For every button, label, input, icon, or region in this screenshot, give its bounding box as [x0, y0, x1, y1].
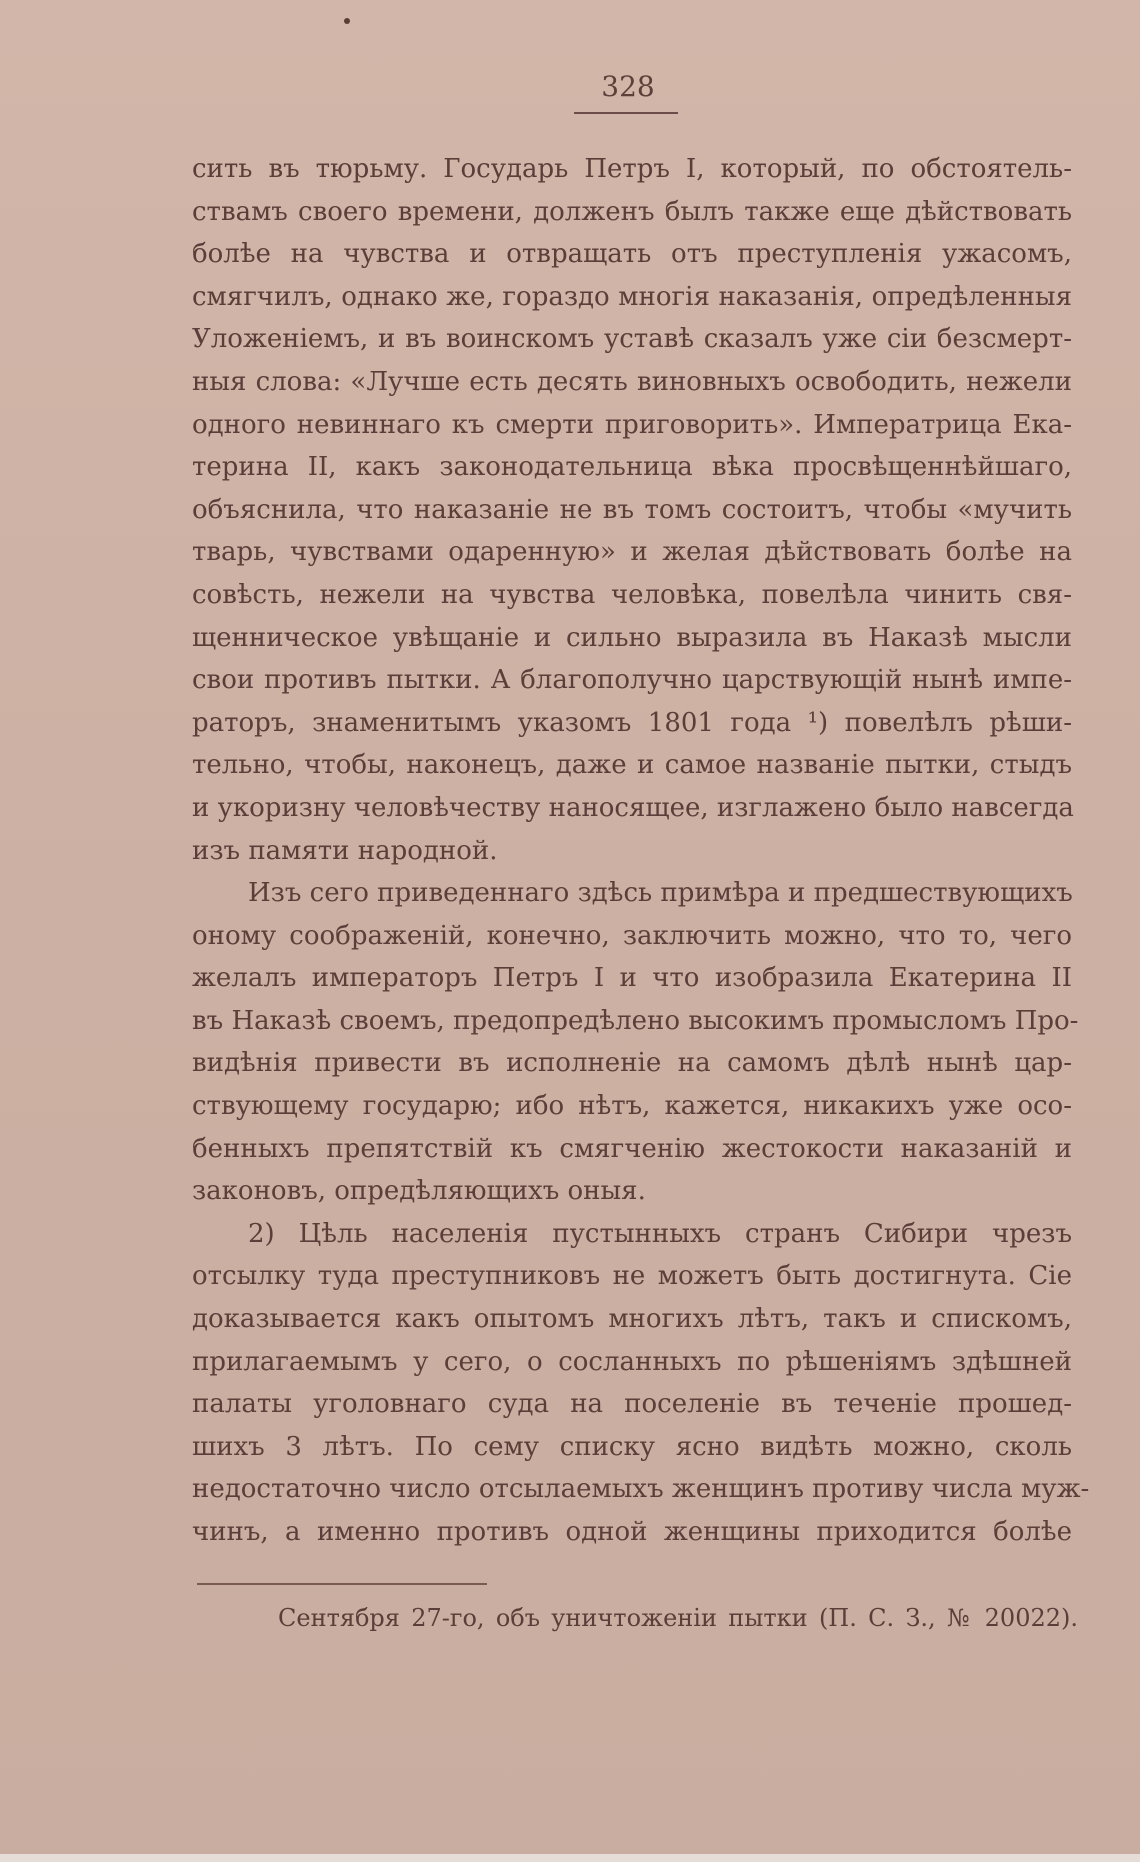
text-line: сить въ тюрьму. Государь Петръ I, который, по обстоятель- [192, 154, 1072, 184]
text-line: ныя слова: «Лучше есть десять виновныхъ освободить, нежели [192, 366, 1072, 397]
text-line: тельно, чтобы, наконецъ, даже и самое названіе пытки, стыдъ [192, 750, 1072, 781]
text-line: Изъ сего приведеннаго здѣсь примѣра и предшествующихъ [248, 878, 1073, 909]
text-line: объяснила, что наказаніе не въ томъ состоитъ, чтобы «мучить [192, 494, 1072, 525]
footnote: Сентября 27-го, объ уничтоженіи пытки (П. С. З., № 20022). [278, 1604, 1078, 1632]
text-line: свои противъ пытки. А благополучно царствующій нынѣ импе- [192, 665, 1072, 696]
text-line: законовъ, опредѣляющихъ оныя. [192, 1176, 646, 1207]
text-line: Уложеніемъ, и въ воинскомъ уставѣ сказалъ уже сіи безсмерт- [192, 324, 1072, 355]
text-line: бенныхъ препятствій къ смягченію жестокости наказаній и [192, 1133, 1072, 1164]
text-line: болѣе на чувства и отвращать отъ преступленія ужасомъ, [192, 239, 1072, 270]
text-line: 2) Цѣль населенія пустынныхъ странъ Сибири чрезъ [248, 1218, 1072, 1249]
text-line: раторъ, знаменитымъ указомъ 1801 года ¹) повелѣлъ рѣши- [192, 707, 1072, 738]
text-line: терина II, какъ законодательница вѣка просвѣщеннѣйшаго, [192, 452, 1072, 483]
text-line: ствамъ своего времени, долженъ былъ также еще дѣйствовать [192, 196, 1072, 227]
page-number: 328 [601, 70, 655, 103]
page-number-rule [574, 112, 678, 114]
text-line: недостаточно число отсылаемыхъ женщинъ противу числа муж- [192, 1474, 1090, 1505]
text-line: отсылку туда преступниковъ не можетъ быть достигнута. Сіе [192, 1261, 1072, 1292]
text-line: ствующему государю; ибо нѣтъ, кажется, никакихъ уже осо- [192, 1091, 1072, 1122]
body-text [192, 148, 1090, 1554]
text-line: доказывается какъ опытомъ многихъ лѣтъ, такъ и спискомъ, [192, 1304, 1072, 1335]
text-line: оному соображеній, конечно, заключить можно, что то, чего [192, 920, 1072, 951]
text-line: шихъ 3 лѣтъ. По сему списку ясно видѣть можно, сколь [192, 1431, 1072, 1462]
text-line: въ Наказѣ своемъ, предопредѣлено высокимъ промысломъ Про- [192, 1005, 1079, 1036]
text-line: и укоризну человѣчеству наносящее, изглажено было навсегда [192, 792, 1074, 823]
text-line: прилагаемымъ у сего, о сосланныхъ по рѣшеніямъ здѣшней [192, 1346, 1072, 1377]
text-line: тварь, чувствами одаренную» и желая дѣйствовать болѣе на [192, 537, 1072, 568]
text-line: щенническое увѣщаніе и сильно выразила въ Наказѣ мысли [192, 622, 1072, 653]
text-line: смягчилъ, однако же, гораздо многія наказанія, опредѣленныя [192, 281, 1072, 312]
text-line: чинъ, а именно противъ одной женщины приходится болѣе [192, 1517, 1072, 1547]
text-line: изъ памяти народной. [192, 835, 498, 866]
ink-speck [344, 18, 350, 24]
text-line: палаты уголовнаго суда на поселеніе въ теченіе прошед- [192, 1389, 1072, 1420]
text-line: желалъ императоръ Петръ I и что изобразила Екатерина II [192, 963, 1072, 994]
text-line: совѣсть, нежели на чувства человѣка, повелѣла чинить свя- [192, 579, 1072, 610]
text-line: видѣнія привести въ исполненіе на самомъ дѣлѣ нынѣ цар- [192, 1048, 1072, 1079]
scan-edge [0, 1854, 1140, 1862]
footnote-rule [197, 1583, 487, 1585]
text-line: одного невиннаго къ смерти приговорить». Императрица Ека- [192, 409, 1072, 440]
